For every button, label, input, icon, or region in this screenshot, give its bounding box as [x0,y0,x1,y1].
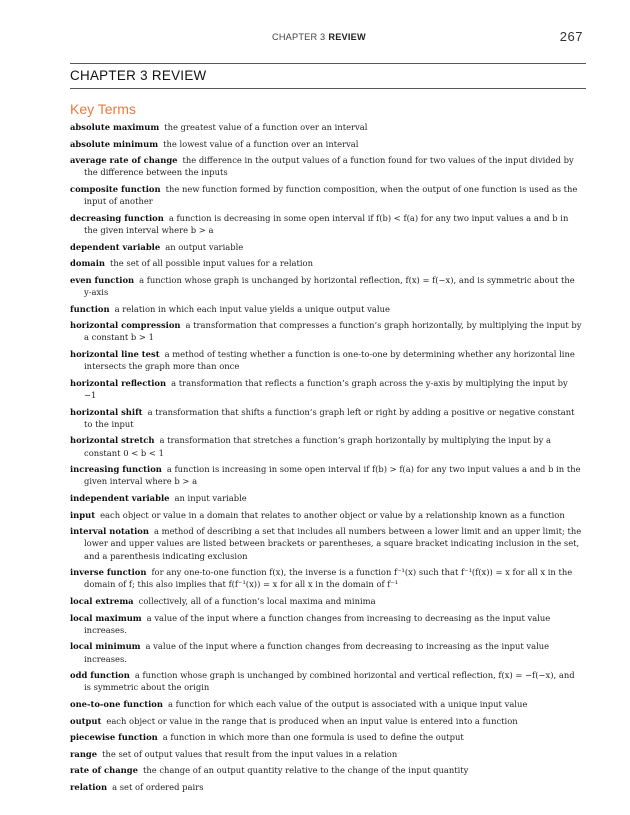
glossary-term: horizontal reflection [70,377,167,388]
glossary-definition: collectively, all of a function’s local maxima and minima [138,595,376,606]
glossary-definition: an output variable [165,241,244,252]
top-divider [70,63,586,64]
glossary-term: output [70,715,102,726]
glossary-entry [70,640,582,664]
glossary-term: piecewise function [70,732,158,743]
glossary-definition: a function is decreasing in some open interval if f(b) < f(a) for any two input values a and b in the given interval where b > a [84,212,569,235]
glossary-term: independent variable [70,492,170,503]
glossary-term: domain [70,258,106,269]
glossary-entry [70,319,582,343]
glossary-term: function [70,303,110,314]
glossary-definition: a transformation that reflects a function’s graph across the y-axis by multiplying the input by −1 [84,377,568,400]
glossary-term: local maximum [70,612,142,623]
glossary-term: horizontal compression [70,320,181,331]
glossary-definition: a method of testing whether a function is one-to-one by determining whether any horizontal line intersects the graph more than once [84,348,575,372]
glossary-definition: a transformation that compresses a function’s graph horizontally, by multiplying the input by a constant b > 1 [84,320,582,343]
bottom-divider [70,88,586,89]
glossary-term: range [70,748,98,759]
running-head-chapter [272,32,366,42]
glossary-entry [70,612,582,636]
glossary-definition: the difference in the output values of a function found for two values of the input divided by the difference between the inputs [84,155,574,178]
glossary-term: local extrema [70,595,134,606]
glossary-entry [70,463,582,487]
glossary-definition: a function is increasing in some open interval if f(b) > f(a) for any two input values a and b in the given interval where b > a [84,464,581,487]
glossary-entry [70,138,582,150]
glossary-term: dependent variable [70,241,161,252]
running-head-chapter-label: CHAPTER 3 [272,32,326,42]
glossary-term: inverse function [70,567,147,578]
glossary-term: odd function [70,670,130,681]
glossary-entry [70,748,582,760]
glossary-term: input [70,509,96,520]
glossary-definition: each object or value in a domain that relates to another object or value by a relationship known as a function [100,509,565,520]
glossary-term: horizontal stretch [70,435,155,446]
glossary-term: one-to-one function [70,698,163,709]
glossary-term: horizontal line test [70,348,160,359]
running-head-section: REVIEW [328,32,366,42]
glossary-entry [70,348,582,372]
glossary-entry [70,154,582,178]
section-heading: Key Terms [70,101,136,117]
glossary-term: interval notation [70,526,149,537]
key-terms-list [70,121,582,797]
glossary-entry [70,566,582,590]
glossary-term: average rate of change [70,155,178,166]
glossary-term: local minimum [70,641,141,652]
glossary-term: absolute maximum [70,122,160,132]
glossary-definition: the change of an output quantity relative to the change of the input quantity [142,765,469,776]
glossary-definition: the greatest value of a function over an interval [164,122,368,132]
glossary-definition: a function whose graph is unchanged by combined horizontal and vertical reflection, f(x) = −f(−x), and is symmetric about the origin [84,670,575,693]
glossary-entry [70,303,582,315]
glossary-entry [70,274,582,298]
glossary-entry [70,492,582,504]
glossary-definition: a function for which each value of the output is associated with a unique input value [167,698,528,709]
glossary-definition: a transformation that shifts a function’s graph left or right by adding a positive or negative constant to the input [84,406,575,429]
glossary-definition: the lowest value of a function over an interval [163,138,359,149]
glossary-term: relation [70,781,108,792]
glossary-definition: the new function formed by function composition, when the output of one function is used as the input of another [84,183,578,207]
glossary-definition: a function whose graph is unchanged by horizontal reflection, f(x) = f(−x), and is symmetric about the y-axis [84,274,575,297]
glossary-definition: a value of the input where a function changes from increasing to decreasing as the input value increases. [84,612,551,635]
glossary-definition: a function in which more than one formula is used to define the output [162,732,464,743]
glossary-entry [70,509,582,521]
glossary-entry [70,525,582,562]
glossary-entry [70,121,582,133]
glossary-entry [70,212,582,236]
glossary-entry [70,731,582,743]
running-head [0,28,630,48]
glossary-definition: the set of output values that result from the input values in a relation [102,748,398,759]
chapter-title: CHAPTER 3 REVIEW [70,68,207,83]
glossary-term: decreasing function [70,212,164,223]
glossary-entry [70,669,582,693]
glossary-entry [70,698,582,710]
glossary-entry [70,715,582,727]
glossary-term: absolute minimum [70,138,159,149]
glossary-entry [70,183,582,207]
glossary-entry [70,377,582,401]
glossary-term: composite function [70,183,161,194]
glossary-definition: each object or value in the range that is produced when an input value is entered into a function [106,715,518,726]
glossary-definition: a value of the input where a function changes from decreasing to increasing as the input value increases. [84,641,550,664]
glossary-definition: a transformation that stretches a function’s graph horizontally by multiplying the input by a constant 0 < b < 1 [84,435,552,458]
glossary-entry [70,595,582,607]
glossary-entry [70,764,582,776]
glossary-term: rate of change [70,765,138,776]
glossary-term: horizontal shift [70,406,143,417]
glossary-entry [70,241,582,253]
glossary-entry [70,434,582,458]
glossary-entry [70,257,582,269]
glossary-term: even function [70,274,135,285]
glossary-definition: for any one-to-one function f(x), the inverse is a function f⁻¹(x) such that f⁻¹(f(x)) = x for all x in the domain of f; this also implies that f(f⁻¹(x)) = x for all x in the domain of f⁻¹ [84,567,573,590]
glossary-definition: a relation in which each input value yields a unique output value [114,303,390,314]
glossary-entry [70,781,582,793]
glossary-term: increasing function [70,464,162,475]
glossary-entry [70,406,582,430]
glossary-definition: a method of describing a set that includes all numbers between a lower limit and an upper limit; the lower and upper values are listed between brackets or parentheses, a square bracket indicating inclusion in the set, and a parenthesis indicating exclusion [84,526,582,561]
glossary-definition: the set of all possible input values for a relation [110,258,313,269]
page-number: 267 [559,29,583,44]
glossary-definition: an input variable [174,492,247,503]
glossary-definition: a set of ordered pairs [112,781,204,792]
